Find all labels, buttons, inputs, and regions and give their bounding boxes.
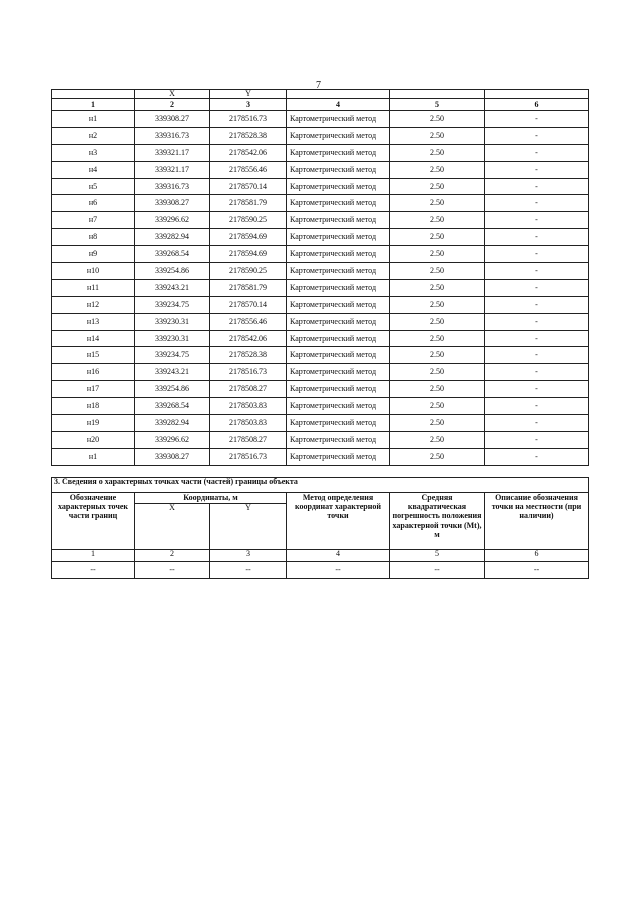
cell-method: Картометрический метод: [287, 229, 390, 246]
cell-y: 2178556.46: [210, 161, 287, 178]
cell-desc: -: [485, 415, 589, 432]
header-y: Y: [210, 90, 287, 99]
cell-point: н8: [52, 229, 135, 246]
cell-accuracy: 2.50: [390, 381, 485, 398]
header-method: Метод определения координат характерной точки: [287, 493, 390, 550]
cell-accuracy: 2.50: [390, 431, 485, 448]
cell-x: 339234.75: [135, 347, 210, 364]
table-row: [52, 381, 589, 398]
cell-method: Картометрический метод: [287, 330, 390, 347]
cell-x: 339296.62: [135, 431, 210, 448]
cell-desc: -: [485, 178, 589, 195]
cell-y: 2178516.73: [210, 111, 287, 128]
parts-column-numbers-row: [52, 550, 589, 562]
cell-desc: -: [485, 111, 589, 128]
cell-y: 2178542.06: [210, 144, 287, 161]
section-title: 3. Сведения о характерных точках части (частей) границы объекта: [52, 478, 589, 493]
page-number: 7: [316, 80, 321, 91]
cell-method: Картометрический метод: [287, 178, 390, 195]
cell-method: Картометрический метод: [287, 398, 390, 415]
cell-method: Картометрический метод: [287, 212, 390, 229]
coordinates-body: [52, 111, 589, 466]
cell-point: н3: [52, 144, 135, 161]
cell-y: 2178516.73: [210, 448, 287, 465]
cell-accuracy: 2.50: [390, 347, 485, 364]
table-row: [52, 178, 589, 195]
cell-y: 2178556.46: [210, 313, 287, 330]
cell-desc: -: [485, 212, 589, 229]
cell-method: Картометрический метод: [287, 161, 390, 178]
header-description: Описание обозначения точки на местности (при наличии): [485, 493, 589, 550]
table-row: [52, 330, 589, 347]
column-number: 6: [485, 550, 589, 562]
cell-y: 2178581.79: [210, 195, 287, 212]
cell-method: Картометрический метод: [287, 448, 390, 465]
table-row: [52, 161, 589, 178]
cell-point: н14: [52, 330, 135, 347]
cell-accuracy: 2.50: [390, 144, 485, 161]
cell-point: н1: [52, 111, 135, 128]
empty-cell: --: [210, 562, 287, 579]
table-row: [52, 296, 589, 313]
cell-accuracy: 2.50: [390, 246, 485, 263]
cell-x: 339230.31: [135, 313, 210, 330]
cell-x: 339316.73: [135, 127, 210, 144]
cell-accuracy: 2.50: [390, 127, 485, 144]
cell-accuracy: 2.50: [390, 178, 485, 195]
table-row: [52, 279, 589, 296]
cell-point: н12: [52, 296, 135, 313]
cell-x: 339254.86: [135, 381, 210, 398]
cell-accuracy: 2.50: [390, 364, 485, 381]
cell-desc: -: [485, 263, 589, 280]
table-row: [52, 229, 589, 246]
cell-accuracy: 2.50: [390, 263, 485, 280]
cell-y: 2178590.25: [210, 212, 287, 229]
table-row: [52, 127, 589, 144]
coordinates-header-row: [52, 90, 589, 99]
cell-accuracy: 2.50: [390, 195, 485, 212]
table-row: [52, 448, 589, 465]
cell-y: 2178590.25: [210, 263, 287, 280]
cell-y: 2178503.83: [210, 398, 287, 415]
parts-empty-row: [52, 562, 589, 579]
column-number: 6: [485, 99, 589, 111]
header-coordinates: Координаты, м: [135, 493, 287, 504]
column-number: 5: [390, 550, 485, 562]
cell-desc: -: [485, 296, 589, 313]
table-row: [52, 144, 589, 161]
cell-point: н11: [52, 279, 135, 296]
cell-desc: -: [485, 229, 589, 246]
table-row: [52, 263, 589, 280]
cell-y: 2178594.69: [210, 246, 287, 263]
parts-table: [51, 477, 589, 579]
table-row: [52, 111, 589, 128]
cell-accuracy: 2.50: [390, 111, 485, 128]
table-row: [52, 364, 589, 381]
cell-method: Картометрический метод: [287, 195, 390, 212]
cell-accuracy: 2.50: [390, 161, 485, 178]
cell-y: 2178528.38: [210, 127, 287, 144]
cell-point: н20: [52, 431, 135, 448]
cell-x: 339234.75: [135, 296, 210, 313]
cell-y: 2178594.69: [210, 229, 287, 246]
column-number: 4: [287, 550, 390, 562]
cell-x: 339243.21: [135, 279, 210, 296]
cell-accuracy: 2.50: [390, 212, 485, 229]
cell-method: Картометрический метод: [287, 144, 390, 161]
empty-cell: --: [390, 562, 485, 579]
column-numbers-row: [52, 99, 589, 111]
header-y: Y: [210, 504, 287, 550]
empty-cell: --: [52, 562, 135, 579]
header-designation: Обозначение характерных точек части границ: [52, 493, 135, 550]
cell-point: н4: [52, 161, 135, 178]
cell-x: 339308.27: [135, 195, 210, 212]
cell-point: н13: [52, 313, 135, 330]
cell-point: н18: [52, 398, 135, 415]
cell-x: 339230.31: [135, 330, 210, 347]
cell-x: 339308.27: [135, 448, 210, 465]
table-row: [52, 195, 589, 212]
cell-method: Картометрический метод: [287, 246, 390, 263]
cell-y: 2178503.83: [210, 415, 287, 432]
cell-point: н15: [52, 347, 135, 364]
cell-method: Картометрический метод: [287, 381, 390, 398]
column-number: 3: [210, 550, 287, 562]
cell-desc: -: [485, 195, 589, 212]
header-x: X: [135, 504, 210, 550]
cell-y: 2178516.73: [210, 364, 287, 381]
cell-x: 339316.73: [135, 178, 210, 195]
cell-point: н17: [52, 381, 135, 398]
table-row: [52, 313, 589, 330]
cell-x: 339282.94: [135, 415, 210, 432]
cell-y: 2178508.27: [210, 381, 287, 398]
column-number: 1: [52, 550, 135, 562]
cell-y: 2178581.79: [210, 279, 287, 296]
table-row: [52, 347, 589, 364]
cell-point: н2: [52, 127, 135, 144]
cell-method: Картометрический метод: [287, 313, 390, 330]
cell-accuracy: 2.50: [390, 229, 485, 246]
cell-point: н7: [52, 212, 135, 229]
cell-x: 339268.54: [135, 246, 210, 263]
cell-point: н5: [52, 178, 135, 195]
table-row: [52, 431, 589, 448]
cell-method: Картометрический метод: [287, 263, 390, 280]
cell-y: 2178542.06: [210, 330, 287, 347]
column-number: 1: [52, 99, 135, 111]
cell-method: Картометрический метод: [287, 431, 390, 448]
table-row: [52, 415, 589, 432]
column-number: 2: [135, 550, 210, 562]
cell-point: н6: [52, 195, 135, 212]
cell-x: 339254.86: [135, 263, 210, 280]
cell-x: 339321.17: [135, 144, 210, 161]
header-x: X: [135, 90, 210, 99]
cell-x: 339296.62: [135, 212, 210, 229]
cell-method: Картометрический метод: [287, 296, 390, 313]
cell-method: Картометрический метод: [287, 127, 390, 144]
cell-method: Картометрический метод: [287, 347, 390, 364]
table-row: [52, 212, 589, 229]
cell-desc: -: [485, 246, 589, 263]
cell-desc: -: [485, 364, 589, 381]
cell-desc: -: [485, 330, 589, 347]
cell-method: Картометрический метод: [287, 111, 390, 128]
coordinates-table: [51, 89, 589, 466]
cell-desc: -: [485, 279, 589, 296]
column-number: 2: [135, 99, 210, 111]
cell-x: 339268.54: [135, 398, 210, 415]
cell-accuracy: 2.50: [390, 313, 485, 330]
column-number: 4: [287, 99, 390, 111]
column-number: 3: [210, 99, 287, 111]
cell-point: н10: [52, 263, 135, 280]
cell-desc: -: [485, 161, 589, 178]
cell-accuracy: 2.50: [390, 398, 485, 415]
cell-method: Картометрический метод: [287, 364, 390, 381]
cell-x: 339321.17: [135, 161, 210, 178]
empty-cell: --: [135, 562, 210, 579]
cell-y: 2178570.14: [210, 296, 287, 313]
cell-accuracy: 2.50: [390, 415, 485, 432]
cell-desc: -: [485, 431, 589, 448]
cell-method: Картометрический метод: [287, 279, 390, 296]
cell-accuracy: 2.50: [390, 279, 485, 296]
cell-desc: -: [485, 347, 589, 364]
column-number: 5: [390, 99, 485, 111]
cell-method: Картометрический метод: [287, 415, 390, 432]
cell-point: н1: [52, 448, 135, 465]
cell-point: н16: [52, 364, 135, 381]
cell-accuracy: 2.50: [390, 330, 485, 347]
cell-x: 339282.94: [135, 229, 210, 246]
cell-desc: -: [485, 144, 589, 161]
header-accuracy: Средняя квадратическая погрешность положения характерной точки (Mt), м: [390, 493, 485, 550]
cell-desc: -: [485, 398, 589, 415]
cell-desc: -: [485, 448, 589, 465]
cell-y: 2178528.38: [210, 347, 287, 364]
cell-accuracy: 2.50: [390, 296, 485, 313]
parts-header-row: [52, 493, 589, 504]
cell-point: н19: [52, 415, 135, 432]
cell-y: 2178508.27: [210, 431, 287, 448]
cell-x: 339308.27: [135, 111, 210, 128]
table-row: [52, 246, 589, 263]
cell-y: 2178570.14: [210, 178, 287, 195]
cell-desc: -: [485, 127, 589, 144]
table-row: [52, 398, 589, 415]
cell-point: н9: [52, 246, 135, 263]
cell-desc: -: [485, 381, 589, 398]
cell-desc: -: [485, 313, 589, 330]
cell-x: 339243.21: [135, 364, 210, 381]
empty-cell: --: [485, 562, 589, 579]
empty-cell: --: [287, 562, 390, 579]
cell-accuracy: 2.50: [390, 448, 485, 465]
